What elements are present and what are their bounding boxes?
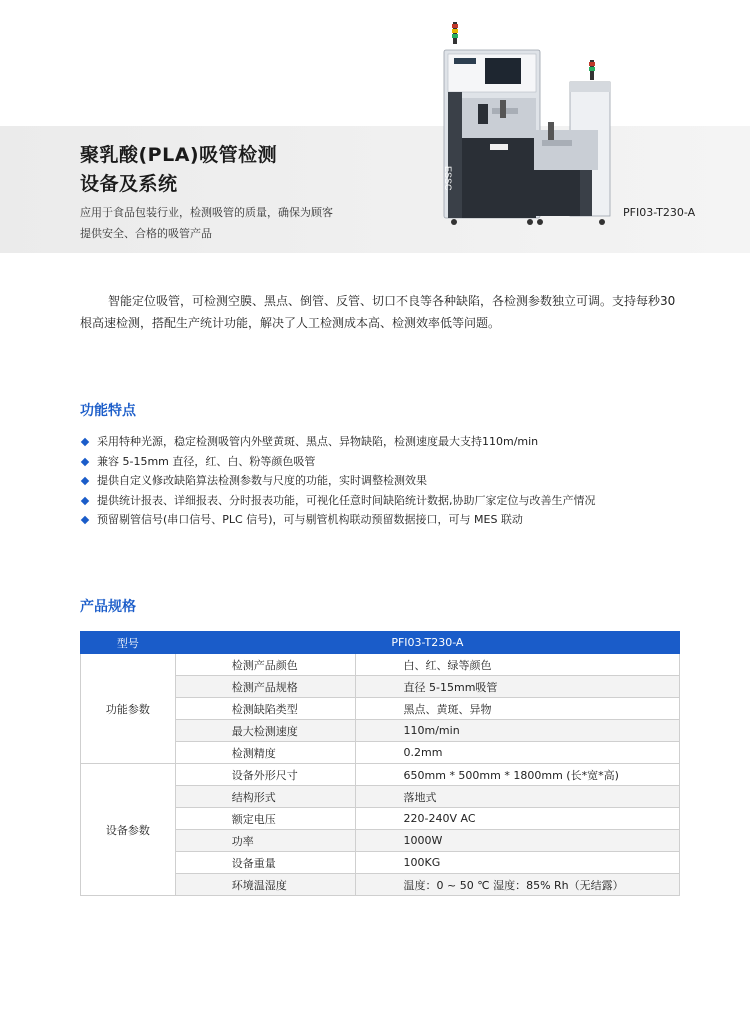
features-list bbox=[80, 432, 700, 530]
spec-key: 结构形式 bbox=[175, 786, 355, 808]
title-line-2: 设备及系统 bbox=[80, 173, 178, 195]
spec-value: 220-240V AC bbox=[355, 808, 679, 830]
feature-item: 提供自定义修改缺陷算法检测参数与尺度的功能，实时调整检测效果 bbox=[80, 471, 700, 491]
intro-section bbox=[80, 290, 680, 334]
spec-key: 额定电压 bbox=[175, 808, 355, 830]
hero-subtitle bbox=[80, 202, 333, 244]
features-title: 功能特点 bbox=[80, 403, 136, 419]
spec-header-label: 型号 bbox=[81, 632, 176, 654]
feature-item: 采用特种光源，稳定检测吸管内外壁黄斑、黑点、异物缺陷，检测速度最大支持110m/min bbox=[80, 432, 700, 452]
spec-value: 650mm * 500mm * 1800mm (长*宽*高) bbox=[355, 764, 679, 786]
page-title bbox=[80, 141, 277, 199]
subtitle-line-1: 应用于食品包装行业，检测吸管的质量，确保为顾客 bbox=[80, 206, 333, 219]
diamond-bullet-icon bbox=[81, 477, 89, 485]
spec-value: 1000W bbox=[355, 830, 679, 852]
spec-group-label: 设备参数 bbox=[81, 764, 176, 896]
spec-value: 100KG bbox=[355, 852, 679, 874]
spec-key: 设备外形尺寸 bbox=[175, 764, 355, 786]
spec-header-value: PFI03-T230-A bbox=[175, 632, 679, 654]
spec-key: 检测精度 bbox=[175, 742, 355, 764]
diamond-bullet-icon bbox=[81, 516, 89, 524]
diamond-bullet-icon bbox=[81, 438, 89, 446]
spec-key: 设备重量 bbox=[175, 852, 355, 874]
spec-value: 直径 5-15mm吸管 bbox=[355, 676, 679, 698]
spec-key: 功率 bbox=[175, 830, 355, 852]
title-line-1: 聚乳酸(PLA)吸管检测 bbox=[80, 144, 278, 166]
table-row bbox=[81, 654, 680, 676]
spec-key: 最大检测速度 bbox=[175, 720, 355, 742]
subtitle-line-2: 提供安全、合格的吸管产品 bbox=[80, 227, 212, 240]
machine-illustration bbox=[430, 20, 620, 230]
table-row bbox=[81, 764, 680, 786]
model-caption: PFI03-T230-A bbox=[623, 206, 696, 219]
spec-value: 0.2mm bbox=[355, 742, 679, 764]
feature-item: 预留剔管信号(串口信号、PLC 信号)，可与剔管机构联动预留数据接口，可与 MES 联动 bbox=[80, 510, 700, 530]
machine-brand-left: ESSC bbox=[443, 166, 453, 191]
diamond-bullet-icon bbox=[81, 457, 89, 465]
intro-paragraph: 智能定位吸管，可检测空膜、黑点、倒管、反管、切口不良等各种缺陷，各检测参数独立可调。支持每秒30根高速检测，搭配生产统计功能，解决了人工检测成本高、检测效率低等问题。 bbox=[80, 294, 676, 330]
diamond-bullet-icon bbox=[81, 496, 89, 504]
spec-value: 黑点、黄斑、异物 bbox=[355, 698, 679, 720]
spec-header-row bbox=[81, 632, 680, 654]
spec-value: 落地式 bbox=[355, 786, 679, 808]
spec-key: 检测产品颜色 bbox=[175, 654, 355, 676]
feature-item: 提供统计报表、详细报表、分时报表功能，可视化任意时间缺陷统计数据,协助厂家定位与改善生产情况 bbox=[80, 491, 700, 511]
spec-group-label: 功能参数 bbox=[81, 654, 176, 764]
specs-title: 产品规格 bbox=[80, 599, 136, 615]
spec-key: 检测产品规格 bbox=[175, 676, 355, 698]
spec-value: 110m/min bbox=[355, 720, 679, 742]
spec-value: 白、红、绿等颜色 bbox=[355, 654, 679, 676]
spec-value: 温度：0 ~ 50 ℃ 湿度：85% Rh（无结露） bbox=[355, 874, 679, 896]
spec-table bbox=[80, 631, 680, 896]
feature-item: 兼容 5-15mm 直径，红、白、粉等颜色吸管 bbox=[80, 452, 700, 472]
spec-key: 检测缺陷类型 bbox=[175, 698, 355, 720]
spec-key: 环境温湿度 bbox=[175, 874, 355, 896]
